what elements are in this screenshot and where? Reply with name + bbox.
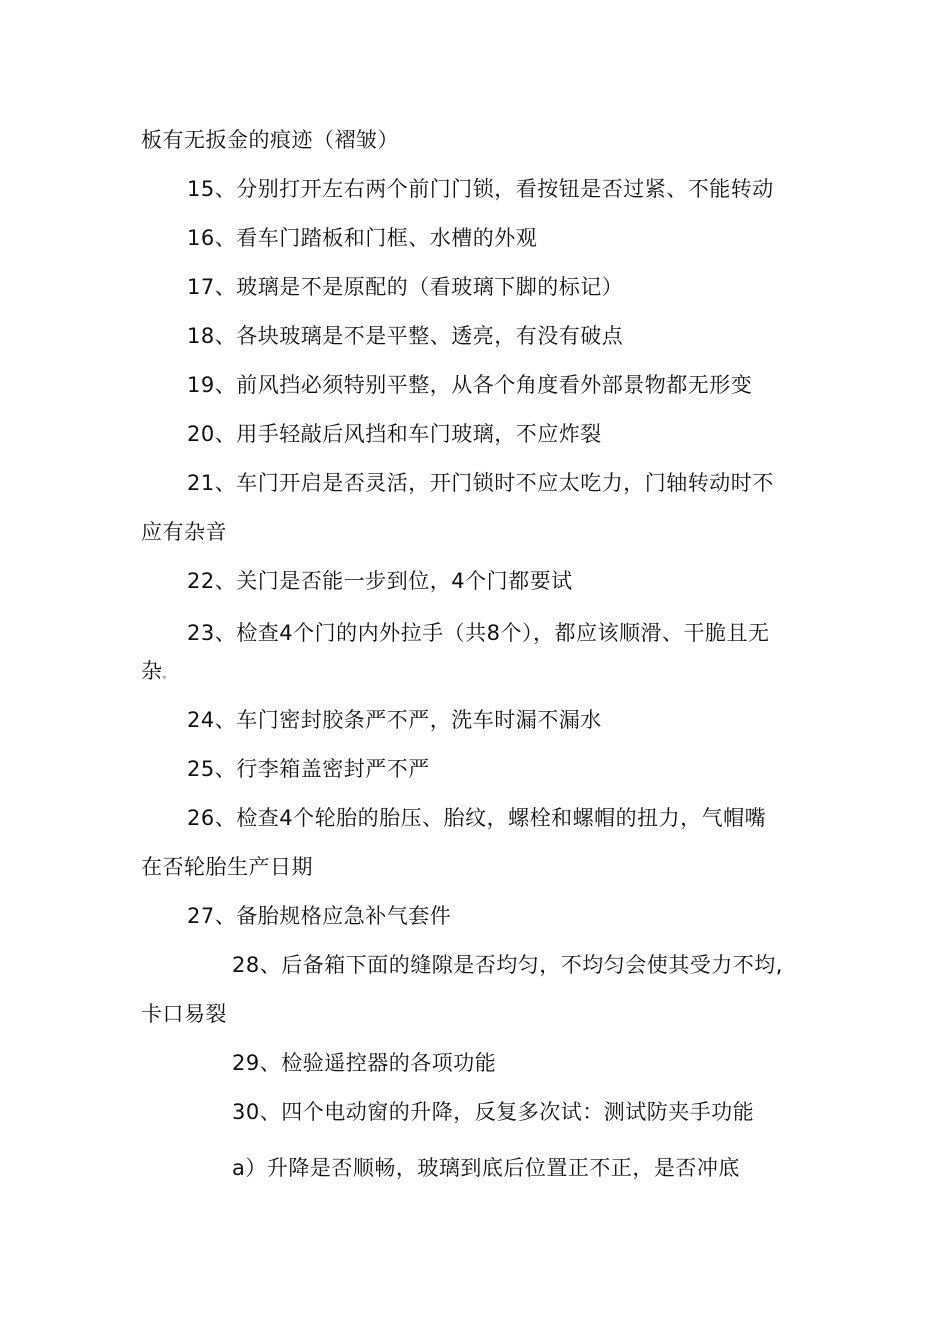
item-21: 21、车门开启是否灵活，开门锁时不应太吃力，门轴转动时不 bbox=[187, 471, 774, 495]
item-19: 19、前风挡必须特别平整，从各个角度看外部景物都无形变 bbox=[187, 373, 753, 397]
item-30: 30、四个电动窗的升降，反复多次试：测试防夹手功能 bbox=[232, 1100, 755, 1124]
item-23-cont-text: 杂 bbox=[141, 659, 163, 683]
item-16: 16、看车门踏板和门框、水槽的外观 bbox=[187, 226, 538, 250]
item-17: 17、玻璃是不是原配的（看玻璃下脚的标记） bbox=[187, 275, 624, 299]
item-21-cont: 应有杂音 bbox=[141, 520, 227, 544]
item-26-cont: 在否轮胎生产日期 bbox=[141, 855, 313, 879]
item-28: 28、后备箱下面的缝隙是否均匀，不均匀会使其受力不均, bbox=[232, 953, 783, 977]
item-23: 23、检查4个门的内外拉手（共8个），都应该顺滑、干脆且无 bbox=[187, 621, 770, 645]
item-22: 22、关门是否能一步到位，4个门都要试 bbox=[187, 569, 573, 593]
item-15: 15、分别打开左右两个前门门锁，看按钮是否过紧、不能转动 bbox=[187, 177, 774, 201]
item-27: 27、备胎规格应急补气套件 bbox=[187, 904, 452, 928]
item-29: 29、检验遥控器的各项功能 bbox=[232, 1051, 497, 1075]
item-24: 24、车门密封胶条严不严，洗车时漏不漏水 bbox=[187, 708, 602, 732]
item-20: 20、用手轻敲后风挡和车门玻璃，不应炸裂 bbox=[187, 422, 602, 446]
item-28-cont: 卡口易裂 bbox=[141, 1002, 227, 1026]
small-period-mark: 。 bbox=[162, 670, 173, 681]
item-18: 18、各块玻璃是不是平整、透亮，有没有破点 bbox=[187, 324, 624, 348]
item-25: 25、行李箱盖密封严不严 bbox=[187, 757, 430, 781]
item-23-cont bbox=[141, 657, 173, 690]
text-line-1: 板有无扳金的痕迹（褶皱） bbox=[141, 128, 399, 152]
item-26: 26、检查4个轮胎的胎压、胎纹，螺栓和螺帽的扭力，气帽嘴 bbox=[187, 806, 767, 830]
item-30a: a）升降是否顺畅，玻璃到底后位置正不正，是否冲底 bbox=[232, 1156, 740, 1180]
